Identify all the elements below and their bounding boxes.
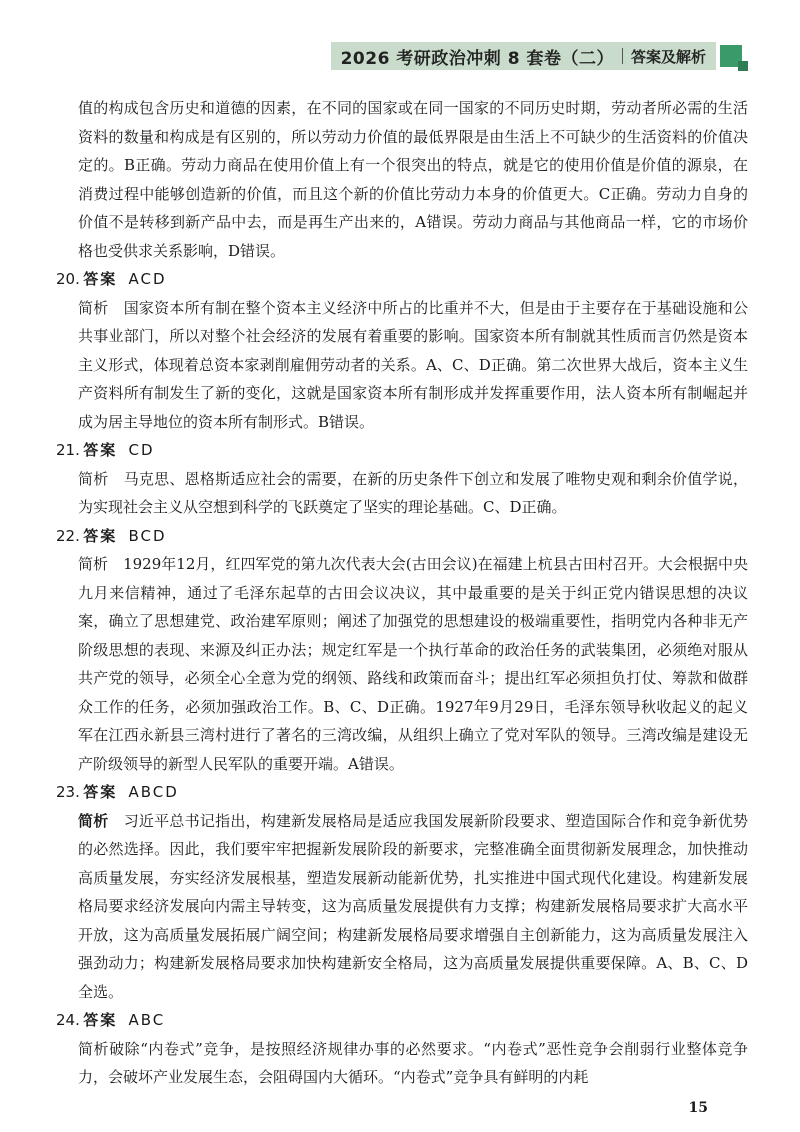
question-number: 24. — [56, 1011, 80, 1029]
answer-label: 答案 — [83, 1011, 118, 1029]
answer-label: 答案 — [83, 783, 118, 801]
header-separator — [622, 48, 623, 64]
question-header — [56, 778, 748, 807]
question-20 — [56, 265, 748, 436]
answer-value: BCD — [128, 526, 167, 545]
page-number: 15 — [688, 1100, 708, 1116]
question-22 — [56, 522, 748, 779]
question-23 — [56, 778, 748, 1006]
analysis-text: 马克思、恩格斯适应社会的需要，在新的历史条件下创立和发展了唯物史观和剩余价值学说，为实现社会主义从空想到科学的飞跃奠定了坚实的理论基础。C、D正确。 — [78, 469, 748, 516]
question-header — [56, 265, 748, 294]
analysis-text: 破除“内卷式”竞争，是按照经济规律办事的必然要求。“内卷式”恶性竞争会削弱行业整体竞争力，会破坏产业发展生态，会阻碍国内大循环。“内卷式”竞争具有鲜明的内耗 — [78, 1039, 748, 1086]
analysis-paragraph — [56, 465, 748, 522]
question-header — [56, 522, 748, 551]
question-header — [56, 1006, 748, 1035]
page-header — [331, 42, 742, 70]
analysis-text: 习近平总书记指出，构建新发展格局是适应我国发展新阶段要求、塑造国际合作和竞争新优势的必然选择。因此，我们要牢牢把握新发展阶段的新要求，完整准确全面贯彻新发展理念，加快推动高质量发展，夯实经济发展根基，塑造发展新动能新优势，扎实推进中国式现代化建设。构建新发展格局要求经济发展向内需主导转变，这为高质量发展提供有力支撑；构建新发展格局要求扩大高水平开放，这为高质量发展拓展广阔空间；构建新发展格局要求增强自主创新能力，这为高质量发展注入强劲动力；构建新发展格局要求加快构建新安全格局，这为高质量发展提供重要保障。A、B、C、D全选。 — [78, 811, 748, 1001]
analysis-paragraph — [56, 807, 748, 1007]
answer-label: 答案 — [83, 270, 118, 288]
analysis-paragraph — [56, 550, 748, 778]
header-accent-block — [720, 45, 742, 67]
analysis-label: 简析 — [78, 1039, 110, 1058]
header-title: 2026 考研政治冲刺 8 套卷（二） — [340, 48, 614, 69]
intro-paragraph: 值的构成包含历史和道德的因素，在不同的国家或在同一国家的不同历史时期，劳动者所必需的生活资料的数量和构成是有区别的，所以劳动力价值的最低界限是由生活上不可缺少的生活资料的价值决定的。B正确。劳动力商品在使用价值上有一个很突出的特点，就是它的使用价值是价值的源泉，在消费过程中能够创造新的价值，而且这个新的价值比劳动力本身的价值更大。C正确。劳动力自身的价值不是转移到新产品中去，而是再生产出来的，A错误。劳动力商品与其他商品一样，它的市场价格也受供求关系影响，D错误。 — [78, 99, 748, 260]
question-number: 22. — [56, 526, 80, 545]
answer-value: ACD — [128, 270, 167, 288]
answer-value: CD — [128, 441, 155, 459]
analysis-paragraph — [56, 1035, 748, 1092]
answer-value: ABC — [128, 1011, 166, 1029]
analysis-label: 简析 — [78, 298, 109, 317]
analysis-label: 简析 — [78, 811, 109, 830]
question-number: 23. — [56, 783, 80, 801]
analysis-text: 1929年12月，红四军党的第九次代表大会(古田会议)在福建上杭县古田村召开。大会根据中央九月来信精神，通过了毛泽东起草的古田会议决议，其中最重要的是关于纠正党内错误思想的决议案，确立了思想建党、政治建军原则；阐述了加强党的思想建设的极端重要性，指明党内各种非无产阶级思想的表现、来源及纠正办法；规定红军是一个执行革命的政治任务的武装集团，必须绝对服从共产党的领导，必须全心全意为党的纲领、路线和政策而奋斗；提出红军必须担负打仗、筹款和做群众工作的任务，必须加强政治工作。B、C、D正确。1927年9月29日，毛泽东领导秋收起义的起义军在江西永新县三湾村进行了著名的三湾改编，从组织上确立了党对军队的领导。三湾改编是建设无产阶级领导的新型人民军队的重要开端。A错误。 — [78, 555, 748, 773]
header-bar — [331, 42, 716, 70]
analysis-paragraph — [56, 294, 748, 437]
answer-value: ABCD — [128, 783, 179, 801]
question-header — [56, 436, 748, 465]
question-24 — [56, 1006, 748, 1092]
question-21 — [56, 436, 748, 522]
answer-label: 答案 — [83, 526, 118, 545]
analysis-label: 简析 — [78, 469, 109, 488]
answer-label: 答案 — [83, 441, 118, 459]
question-number: 20. — [56, 270, 80, 288]
analysis-label: 简析 — [78, 555, 109, 573]
question-number: 21. — [56, 441, 80, 459]
header-subtitle: 答案及解析 — [630, 47, 706, 66]
page-content — [56, 94, 748, 1092]
analysis-text: 国家资本所有制在整个资本主义经济中所占的比重并不大，但是由于主要存在于基础设施和公共事业部门，所以对整个社会经济的发展有着重要的影响。国家资本所有制就其性质而言仍然是资本主义形式，体现着总资本家剥削雇佣劳动者的关系。A、C、D正确。第二次世界大战后，资本主义生产资料所有制发生了新的变化，这就是国家资本所有制形成并发挥重要作用，法人资本所有制崛起并成为居主导地位的资本所有制形式。B错误。 — [78, 298, 748, 431]
